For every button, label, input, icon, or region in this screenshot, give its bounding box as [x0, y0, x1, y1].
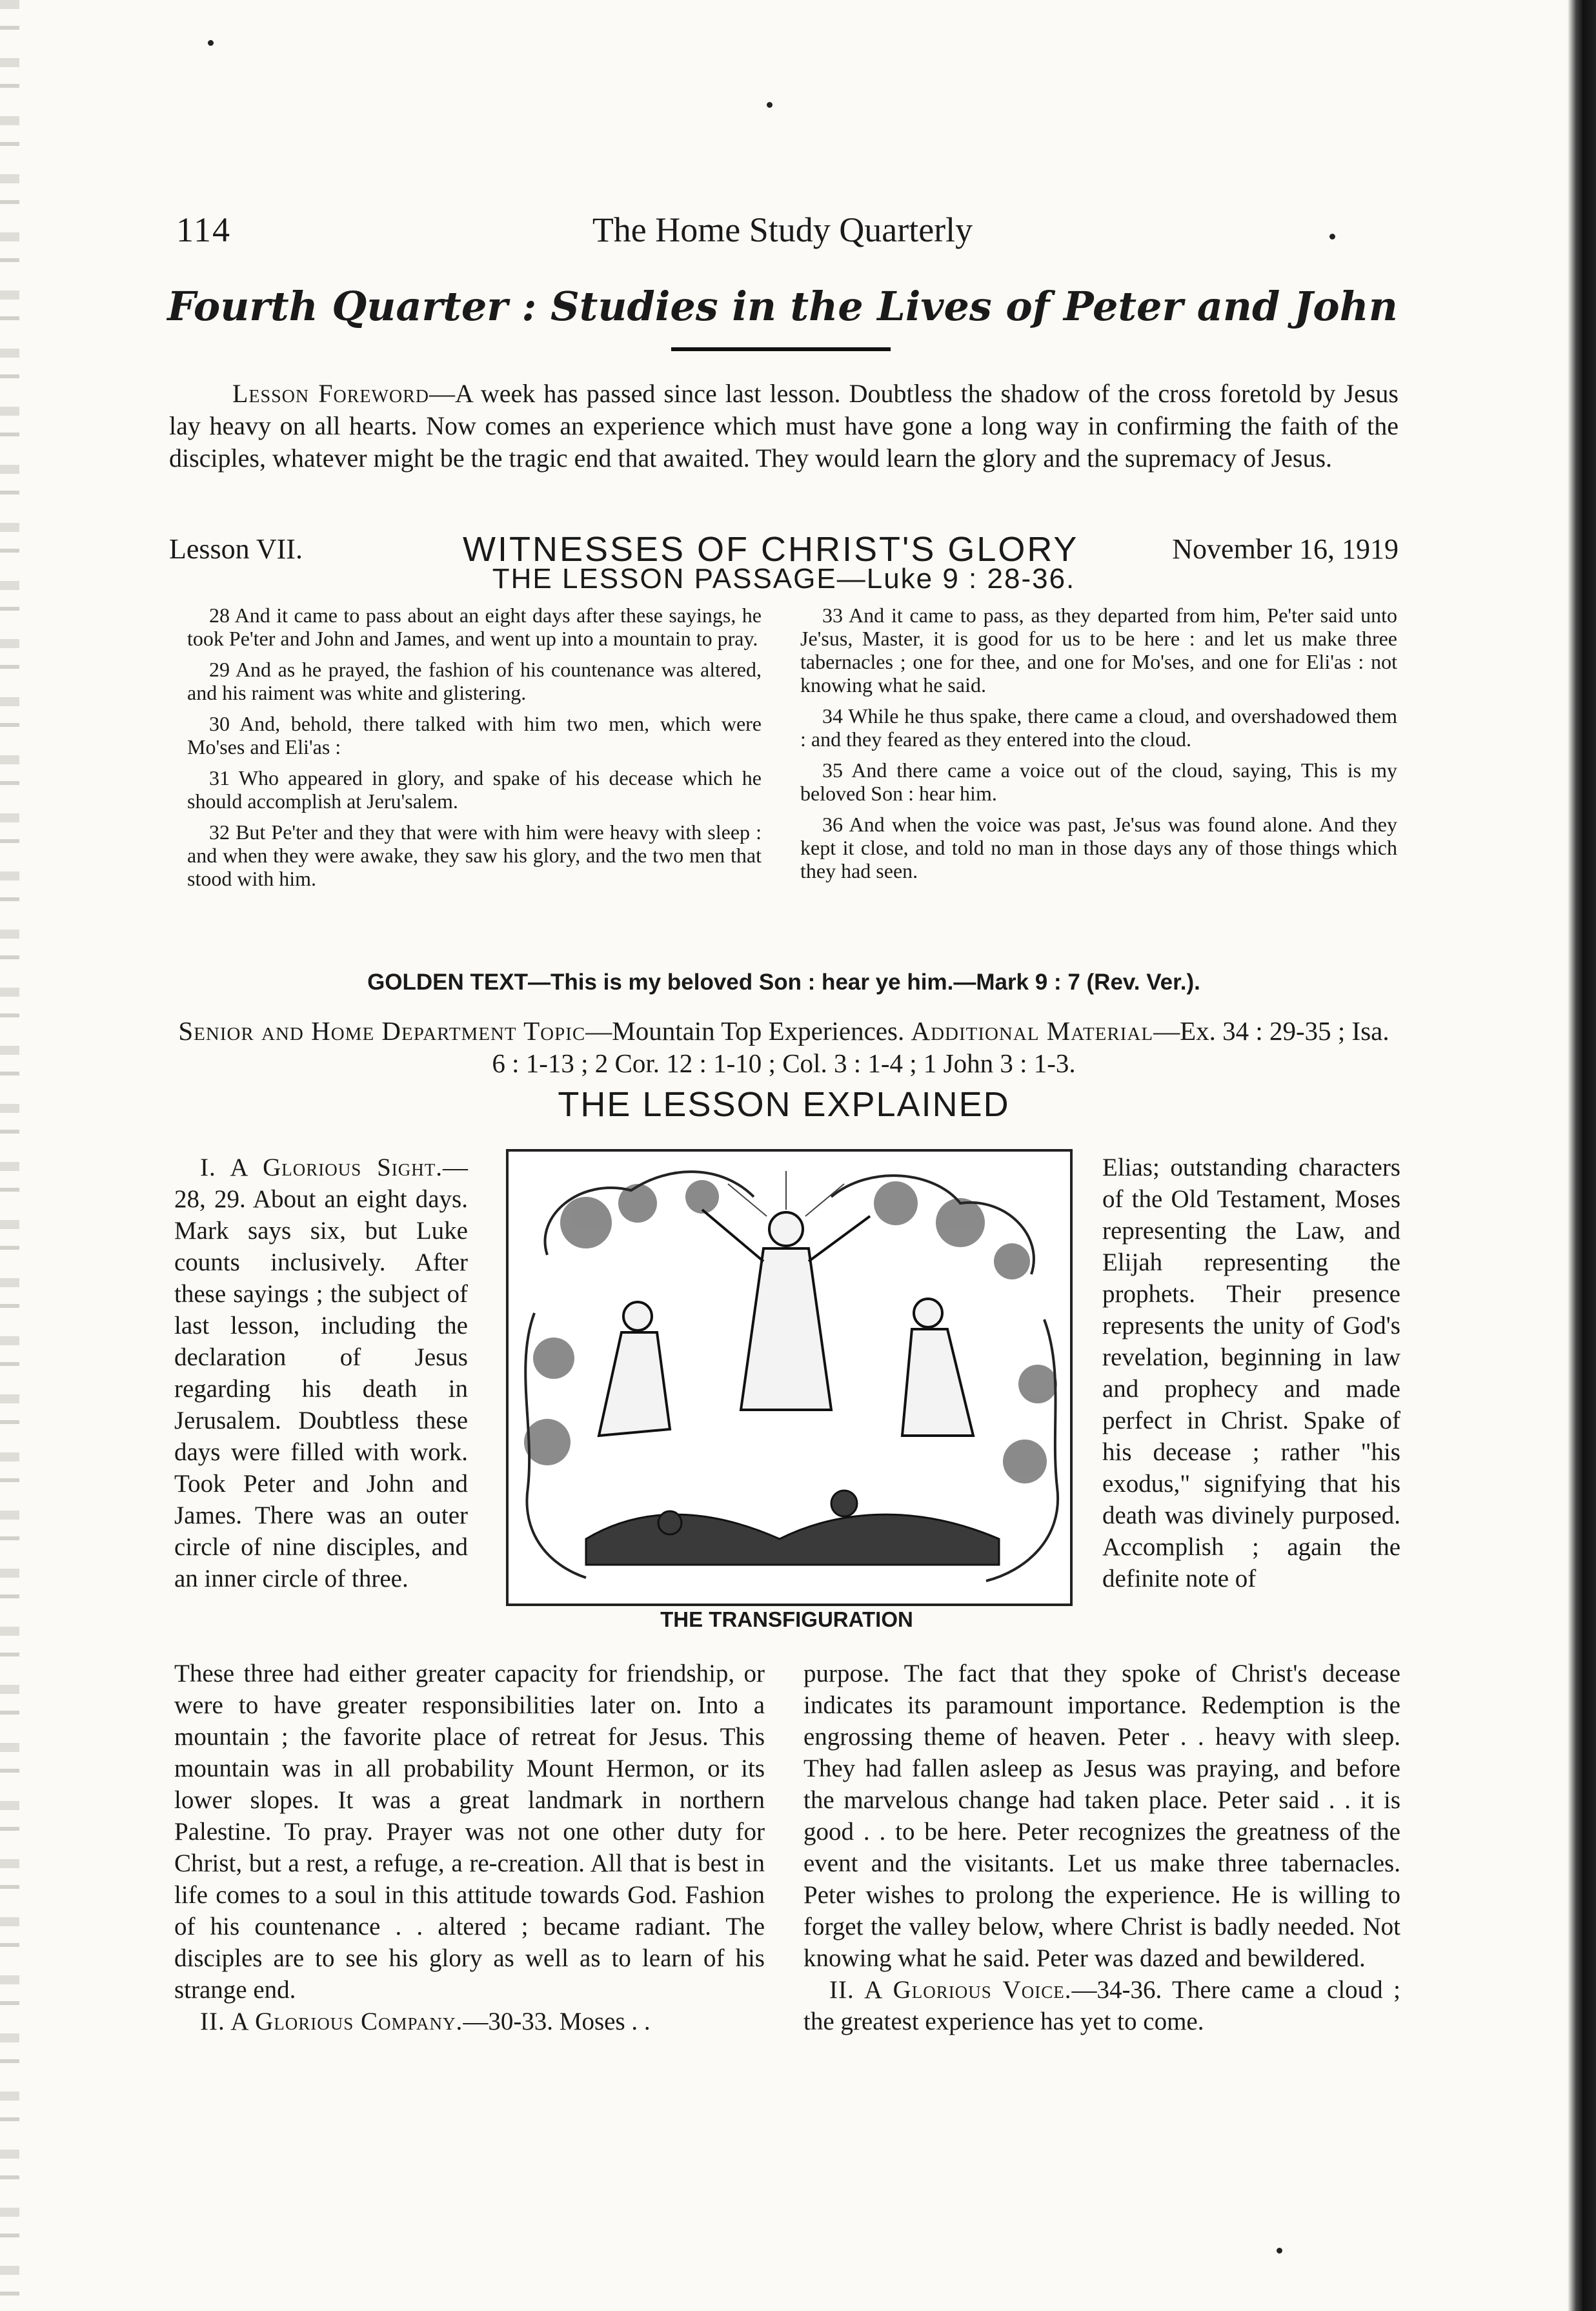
lesson-foreword — [169, 378, 1399, 474]
commentary-wide-left — [174, 1658, 765, 2037]
page-number: 114 — [176, 210, 231, 249]
topic-label: Senior and Home Department Topic — [178, 1016, 586, 1046]
scripture-verse: 33 And it came to pass, as they departed from him, Pe'ter said unto Je'sus, Master, it is good for us to be here : and let us make three tabernacles ; one for thee, and one for Mo'ses, and one for Eli'as : not knowing what he said. — [800, 604, 1397, 697]
topic-text: —Mountain Top Experiences. — [585, 1016, 905, 1046]
scripture-verse: 34 While he thus spake, there came a cloud, and overshadowed them : and they feared as they entered into the cloud. — [800, 704, 1397, 751]
transfiguration-engraving — [509, 1152, 1070, 1603]
scan-right-edge — [1568, 0, 1596, 2311]
scripture-verse: 30 And, behold, there talked with him two men, which were Mo'ses and Eli'as : — [187, 712, 762, 758]
scripture-verse: 32 But Pe'ter and they that were with him were heavy with sleep : and when they were awake, they saw his glory, and the two men that stood with him. — [187, 820, 762, 890]
lesson-number: Lesson VII. — [169, 533, 303, 565]
section-two-label: II. A Glorious Company. — [200, 2008, 463, 2035]
scripture-verse: 36 And when the voice was past, Je'sus was found alone. And they kept it close, and told no man in those days any of those things which they had seen. — [800, 813, 1397, 882]
wide-right-text: purpose. The fact that they spoke of Christ's decease indicates its paramount importance. Redemption is the engrossing theme of heaven. Peter . . heavy with sleep. They had fallen asleep as Jesus was praying, and before the marvelous change had taken place. Peter said . . it is good . . to be here. Peter recognizes the greatness of the event and the visitants. Let us make three tabernacles. Peter wishes to prolong the experience. He is willing to forget the valley below, where Christ is badly needed. Not knowing what he said. Peter was dazed and bewildered. — [803, 1660, 1400, 1972]
transfiguration-illustration — [506, 1149, 1073, 1606]
scripture-verse: 29 And as he prayed, the fashion of his countenance was altered, and his raiment was white and glistering. — [187, 658, 762, 704]
lesson-explained-heading: THE LESSON EXPLAINED — [558, 1085, 1010, 1124]
narrow-right-text: Elias; outstanding characters of the Old Testament, Moses representing the Law, and Elijah representing the prophets. Their presence represents the unity of God's revelation, beginning in law and prophecy and made perfect in Christ. Spake of his decease ; rather "his exodus," signifying that his death was divinely purposed. Accomplish ; again the definite note of — [1102, 1154, 1400, 1593]
title-rule — [671, 347, 891, 351]
lesson-date: November 16, 1919 — [1172, 533, 1399, 565]
scripture-verse: 35 And there came a voice out of the cloud, saying, This is my beloved Son : hear him. — [800, 758, 1397, 805]
scan-speck — [208, 40, 214, 46]
scan-speck — [767, 102, 773, 108]
commentary-narrow-right — [1102, 1152, 1400, 1594]
section-three-label: II. A Glorious Voice. — [829, 1976, 1072, 2004]
department-topic — [169, 1015, 1399, 1079]
scripture-verse: 31 Who appeared in glory, and spake of his decease which he should accomplish at Jeru'salem. — [187, 766, 762, 813]
section-one-label: I. A Glorious Sight. — [200, 1154, 443, 1181]
foreword-label: Lesson Foreword — [232, 379, 430, 408]
scan-left-edge — [0, 0, 19, 2311]
commentary-narrow-left — [174, 1152, 468, 1594]
commentary-wide-right — [803, 1658, 1400, 2037]
section-one-text: —28, 29. About an eight days. Mark says six, but Luke counts inclusively. After these sayings ; the subject of last lesson, including the declaration of Jesus regarding his death in Jerusalem. Doubtless these days were filled with work. Took Peter and John and James. There was an outer circle of nine disciples, and an inner circle of three. — [174, 1154, 468, 1593]
additional-material-label: Additional Material — [911, 1016, 1154, 1046]
golden-text: GOLDEN TEXT—This is my beloved Son : hear ye him.—Mark 9 : 7 (Rev. Ver.). — [367, 970, 1200, 995]
section-two-text: —30-33. Moses . . — [463, 2008, 651, 2035]
scripture-verse: 28 And it came to pass about an eight days after these sayings, he took Pe'ter and John and James, and went up into a mountain to pray. — [187, 604, 762, 650]
foreword-text: —A week has passed since last lesson. Doubtless the shadow of the cross foretold by Jesus lay heavy on all hearts. Now comes an experience which must have gone a long way in confirming the faith of the disciples, whatever might be the tragic end that awaited. They would learn the glory and the supremacy of Jesus. — [169, 379, 1399, 473]
scripture-right-column — [800, 604, 1397, 890]
passage-heading: THE LESSON PASSAGE—Luke 9 : 28-36. — [492, 563, 1076, 595]
wide-left-text: These three had either greater capacity for friendship, or were to have greater responsibilities later on. Into a mountain ; the favorite place of retreat for Jesus. This mountain was in all probability Mount Hermon, or its lower slopes. It was a great landmark in northern Palestine. To pray. Prayer was not one other duty for Christ, but a rest, a refuge, a re-creation. All that is best in life comes to a soul in this attitude towards God. Fashion of his countenance . . altered ; became radiant. The disciples are to see his glory as well as to learn of his strange end. — [174, 1660, 765, 2004]
quarter-title: Fourth Quarter : Studies in the Lives of Peter and John — [167, 283, 1398, 330]
page-header — [165, 210, 1400, 255]
lesson-title: WITNESSES OF CHRIST'S GLORY — [463, 530, 1079, 569]
running-title: The Home Study Quarterly — [592, 210, 973, 249]
additional-material-text: —Ex. 34 : 29-35 ; Isa. 6 : 1-13 ; 2 Cor. 12 : 1-10 ; Col. 3 : 1-4 ; 1 John 3 : 1-3. — [492, 1016, 1389, 1078]
illustration-caption: THE TRANSFIGURATION — [660, 1607, 913, 1631]
scan-speck — [1277, 2248, 1282, 2254]
section-three-text: —34-36. There came a cloud ; the greatest experience has yet to come. — [803, 1976, 1400, 2035]
scripture-left-column — [187, 604, 762, 898]
